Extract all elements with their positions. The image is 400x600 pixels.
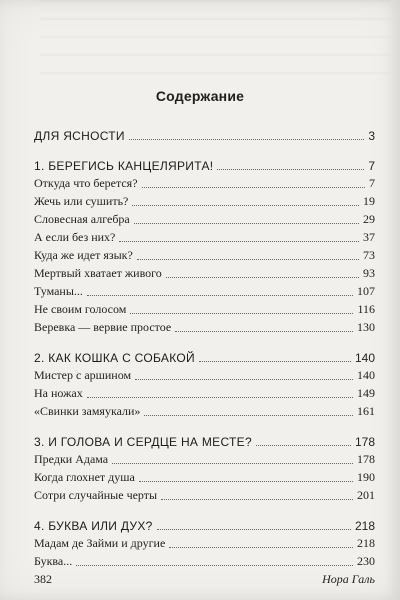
toc-item — [34, 467, 375, 485]
dot-leader — [139, 481, 353, 482]
dot-leader — [76, 565, 353, 566]
dot-leader — [157, 529, 351, 530]
toc-page-number: 149 — [357, 386, 375, 400]
toc-item-label: На ножах — [34, 386, 83, 400]
toc-section — [34, 347, 375, 365]
toc-item — [34, 551, 375, 569]
toc-item — [34, 209, 375, 227]
toc-page-number: 7 — [368, 159, 375, 173]
toc-section-label: ДЛЯ ЯСНОСТИ — [34, 129, 125, 143]
dot-leader — [112, 463, 353, 464]
toc-page-number: 3 — [368, 129, 375, 143]
toc-item-label: Туманы... — [34, 284, 83, 298]
toc-item — [34, 281, 375, 299]
toc-section-label: 2. КАК КОШКА С СОБАКОЙ — [34, 351, 195, 365]
toc-page-number: 93 — [363, 266, 375, 280]
toc-item — [34, 383, 375, 401]
toc-page-number: 116 — [357, 302, 375, 316]
toc-page-number: 130 — [357, 320, 375, 334]
table-of-contents — [34, 125, 375, 569]
footer-page-number: 382 — [34, 572, 52, 586]
dot-leader — [199, 361, 351, 362]
page-title: Содержание — [155, 88, 245, 104]
toc-section — [34, 431, 375, 449]
toc-item — [34, 365, 375, 383]
toc-item — [34, 449, 375, 467]
toc-item-label: Мадам де Займи и другие — [34, 536, 166, 550]
toc-page-number: 140 — [357, 368, 375, 382]
toc-page-number: 190 — [357, 470, 375, 484]
dot-leader — [161, 499, 353, 500]
toc-item-label: Когда глохнет душа — [34, 470, 135, 484]
toc-item-label: Словесная алгебра — [34, 212, 130, 226]
toc-item-label: Мистер с аршином — [34, 368, 132, 382]
toc-page-number: 178 — [357, 452, 375, 466]
toc-item-label: А если без них? — [34, 230, 116, 244]
toc-page-number: 161 — [357, 404, 375, 418]
toc-item-label: Буква... — [34, 554, 73, 568]
dot-leader — [119, 241, 359, 242]
dot-leader — [135, 379, 353, 380]
bleed-through-text — [40, 0, 390, 78]
toc-item — [34, 299, 375, 317]
toc-page-number: 107 — [357, 284, 375, 298]
toc-item-label: Предки Адама — [34, 452, 109, 466]
dot-leader — [256, 445, 351, 446]
dot-leader — [169, 547, 353, 548]
toc-page-number: 29 — [363, 212, 375, 226]
toc-item — [34, 533, 375, 551]
footer-author: Нора Галь — [322, 572, 375, 586]
dot-leader — [132, 205, 359, 206]
toc-section — [34, 515, 375, 533]
toc-item — [34, 485, 375, 503]
toc-item-label: Не своим голосом — [34, 302, 127, 316]
toc-item — [34, 401, 375, 419]
toc-item — [34, 191, 375, 209]
dot-leader — [129, 139, 364, 140]
toc-section — [34, 155, 375, 173]
toc-item-label: Мертвый хватает живого — [34, 266, 162, 280]
toc-page-number: 230 — [357, 554, 375, 568]
dot-leader — [142, 187, 365, 188]
toc-item-label: Куда же идет язык? — [34, 248, 133, 262]
toc-item — [34, 173, 375, 191]
toc-page-number: 7 — [369, 176, 375, 190]
toc-section-label: 4. БУКВА ИЛИ ДУХ? — [34, 519, 153, 533]
toc-item — [34, 317, 375, 335]
toc-page-number: 140 — [354, 351, 375, 365]
toc-page-number: 73 — [363, 248, 375, 262]
toc-page-number: 178 — [354, 435, 375, 449]
dot-leader — [144, 415, 353, 416]
toc-section-label: 3. И ГОЛОВА И СЕРДЦЕ НА МЕСТЕ? — [34, 435, 252, 449]
dot-leader — [87, 397, 353, 398]
toc-item-label: Жечь или сушить? — [34, 194, 129, 208]
toc-item-label: Откуда что берется? — [34, 176, 138, 190]
toc-item — [34, 263, 375, 281]
toc-section — [34, 125, 375, 143]
dot-leader — [87, 295, 353, 296]
dot-leader — [134, 223, 359, 224]
dot-leader — [217, 169, 364, 170]
toc-item-label: Веревка — вервие простое — [34, 320, 172, 334]
toc-page-number: 201 — [357, 488, 375, 502]
toc-item — [34, 227, 375, 245]
dot-leader — [137, 259, 359, 260]
toc-page-number: 37 — [363, 230, 375, 244]
dot-leader — [130, 313, 353, 314]
toc-page-number: 218 — [357, 536, 375, 550]
dot-leader — [175, 331, 353, 332]
dot-leader — [166, 277, 359, 278]
toc-section-label: 1. БЕРЕГИСЬ КАНЦЕЛЯРИТА! — [34, 159, 214, 173]
toc-page-number: 218 — [354, 519, 375, 533]
toc-item-label: «Свинки замяукали» — [34, 404, 141, 418]
toc-item-label: Сотри случайные черты — [34, 488, 158, 502]
toc-page-number: 19 — [363, 194, 375, 208]
toc-item — [34, 245, 375, 263]
